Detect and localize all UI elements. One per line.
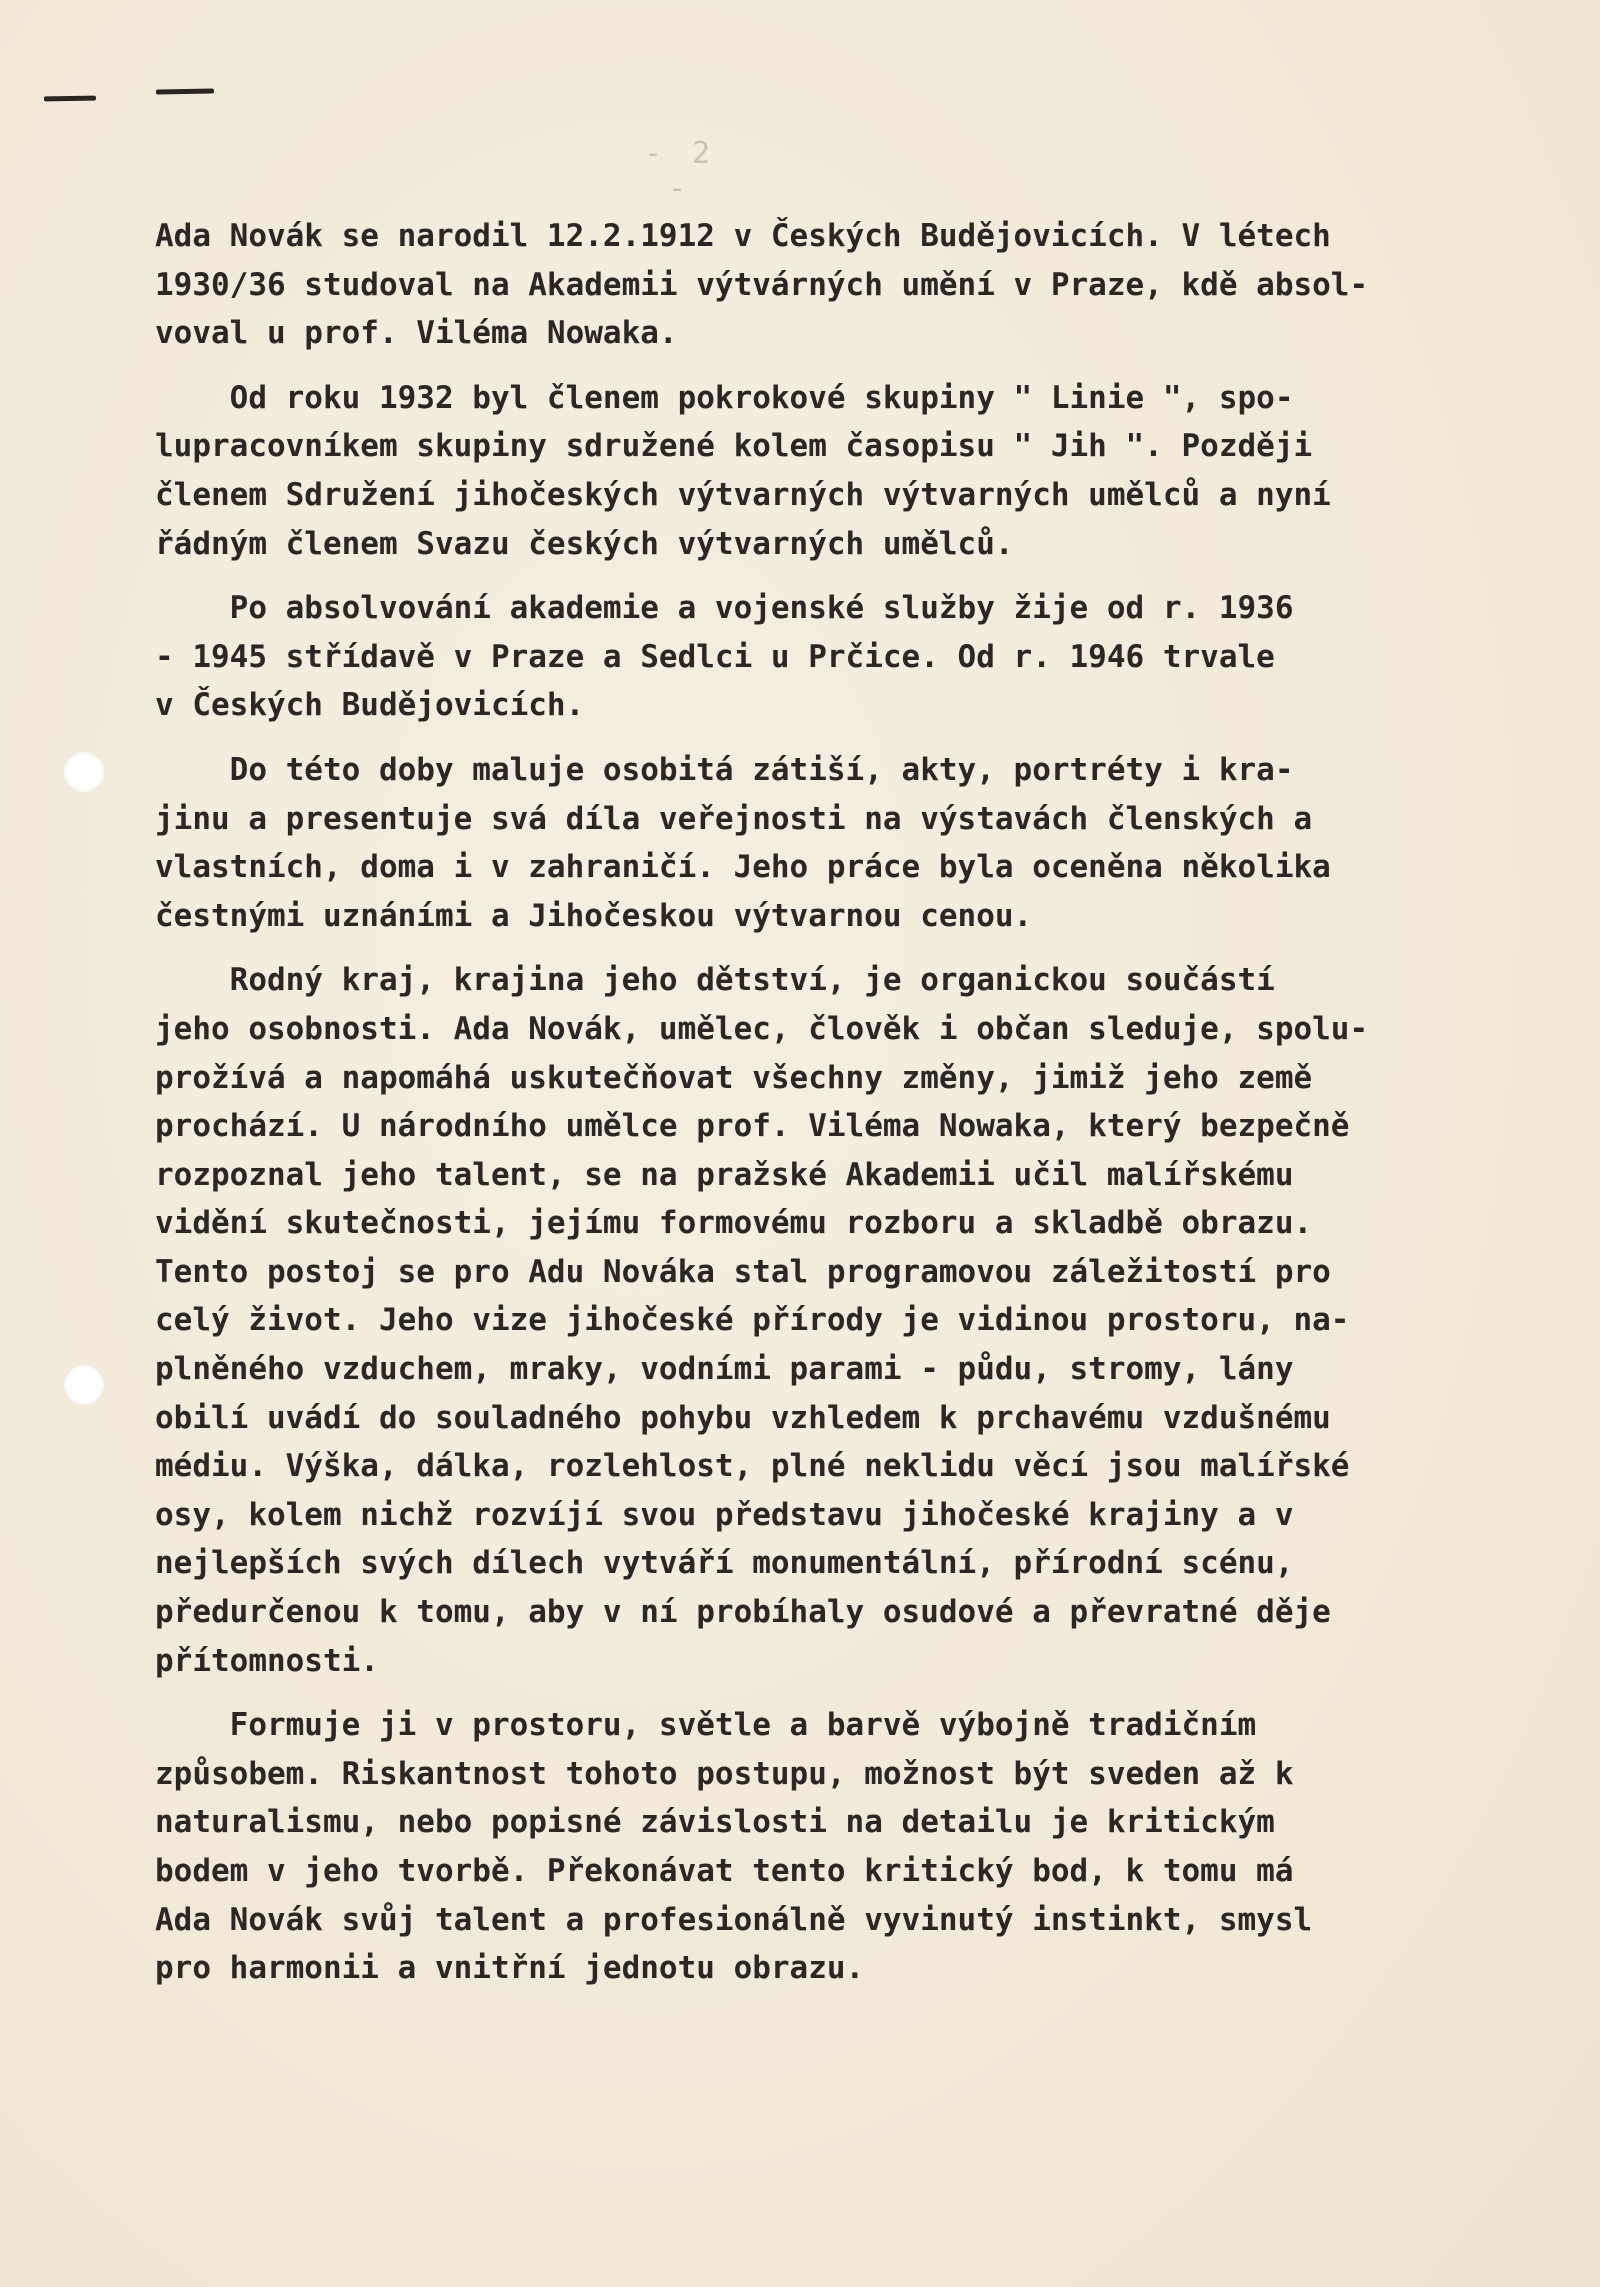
text-line: prochází. U národního umělce prof. Viléma Nowaka, který bezpečně xyxy=(155,1108,1350,1145)
text-line: jinu a presentuje svá díla veřejnosti na výstavách členských a xyxy=(155,800,1313,837)
text-line: naturalismu, nebo popisné závislosti na detailu je kritickým xyxy=(155,1804,1275,1841)
text-line: Od roku 1932 byl členem pokrokové skupiny " Linie ", spo- xyxy=(155,379,1294,416)
text-line: celý život. Jeho vize jihočeské přírody je vidinou prostoru, na- xyxy=(155,1302,1350,1339)
text-line: bodem v jeho tvorbě. Překonávat tento kritický bod, k tomu má xyxy=(155,1853,1294,1889)
text-line: vlastních, doma i v zahraničí. Jeho práce byla oceněna několika xyxy=(155,849,1331,886)
paragraph-gap xyxy=(155,730,1475,746)
text-line: jeho osobnosti. Ada Novák, umělec, člověk i občan sleduje, spolu- xyxy=(155,1010,1369,1047)
text-line: rozpoznal jeho talent, se na pražské Akademii učil malířskému xyxy=(155,1156,1294,1193)
paragraph-gap xyxy=(155,568,1475,584)
text-line: Rodný kraj, krajina jeho dětství, je organickou součástí xyxy=(155,962,1275,999)
text-line: řádným členem Svazu českých výtvarných umělců. xyxy=(155,525,1014,562)
text-line: - 1945 střídavě v Praze a Sedlci u Prčice. Od r. 1946 trvale xyxy=(155,638,1275,675)
text-line: médiu. Výška, dálka, rozlehlost, plné neklidu věcí jsou malířské xyxy=(155,1448,1350,1485)
paragraph xyxy=(155,956,1475,1685)
paragraph xyxy=(155,212,1475,358)
punch-hole xyxy=(64,752,104,792)
text-line: nejlepších svých dílech vytváří monumentální, přírodní scénu, xyxy=(155,1545,1294,1582)
text-line: Do této doby maluje osobitá zátiší, akty, portréty i kra- xyxy=(155,751,1294,788)
text-line: předurčenou k tomu, aby v ní probíhaly osudové a převratné děje xyxy=(155,1594,1331,1631)
text-line: prožívá a napomáhá uskutečňovat všechny změny, jimiž jeho země xyxy=(155,1059,1313,1096)
text-line: Po absolvování akademie a vojenské služby žije od r. 1936 xyxy=(155,590,1294,627)
text-line: způsobem. Riskantnost tohoto postupu, možnost být sveden až k xyxy=(155,1755,1294,1792)
document-body xyxy=(155,212,1475,1993)
margin-dash-mark xyxy=(44,96,96,102)
text-line: členem Sdružení jihočeských výtvarných výtvarných umělců a nyní xyxy=(155,476,1331,513)
paragraph xyxy=(155,584,1475,730)
margin-dash-mark xyxy=(156,88,214,94)
punch-hole xyxy=(64,1365,104,1405)
text-line: Formuje ji v prostoru, světle a barvě výbojně tradičním xyxy=(155,1707,1257,1744)
text-line: vidění skutečnosti, jejímu formovému rozboru a skladbě obrazu. xyxy=(155,1205,1313,1242)
text-line: přítomnosti. xyxy=(155,1642,379,1679)
paragraph-gap xyxy=(155,1685,1475,1701)
text-line: v Českých Budějovicích. xyxy=(155,687,585,724)
paragraph-gap xyxy=(155,358,1475,374)
paragraph xyxy=(155,374,1475,568)
text-line: voval u prof. Viléma Nowaka. xyxy=(155,315,678,352)
text-line: obilí uvádí do souladného pohybu vzhledem k prchavému vzdušnému xyxy=(155,1399,1331,1436)
text-line: čestnými uznáními a Jihočeskou výtvarnou cenou. xyxy=(155,897,1033,934)
text-line: plněného vzduchem, mraky, vodními parami - půdu, stromy, lány xyxy=(155,1351,1294,1388)
text-line: Tento postoj se pro Adu Nováka stal programovou záležitostí pro xyxy=(155,1253,1331,1290)
paragraph xyxy=(155,746,1475,940)
text-line: 1930/36 studoval na Akademii výtvárných umění v Praze, kdě absol- xyxy=(155,266,1369,303)
text-line: osy, kolem nichž rozvíjí svou představu jihočeské krajiny a v xyxy=(155,1496,1294,1533)
text-line: Ada Novák se narodil 12.2.1912 v Českých Budějovicích. V létech xyxy=(155,218,1331,254)
page-number: - 2 - xyxy=(643,136,717,206)
text-line: Ada Novák svůj talent a profesionálně vyvinutý instinkt, smysl xyxy=(155,1901,1313,1938)
text-line: pro harmonii a vnitřní jednotu obrazu. xyxy=(155,1950,865,1987)
paragraph-gap xyxy=(155,940,1475,956)
text-line: lupracovníkem skupiny sdružené kolem časopisu " Jih ". Později xyxy=(155,428,1313,465)
paragraph xyxy=(155,1701,1475,1993)
